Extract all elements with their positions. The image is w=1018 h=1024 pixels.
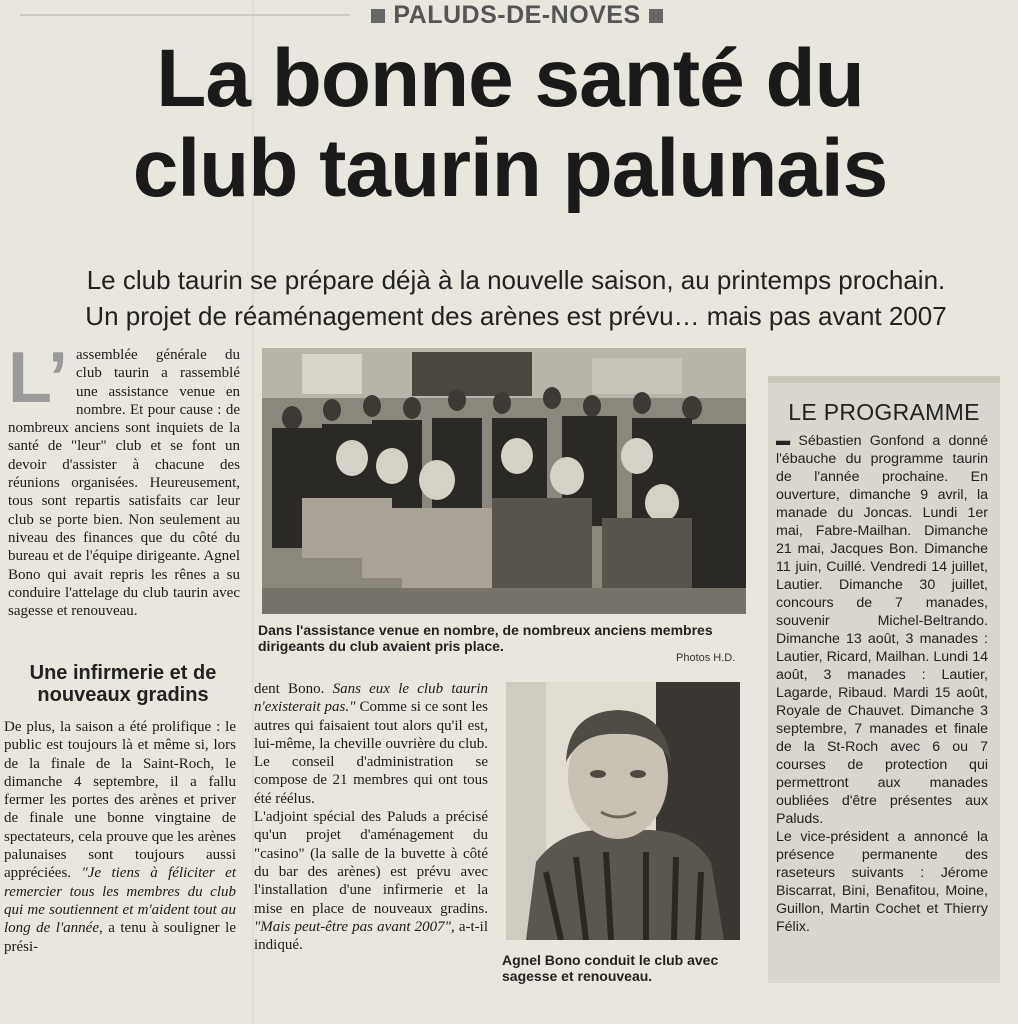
article-paragraph-1: assemblée générale du club taurin a rassemblé une assistance venue en nombre. Et pour cause : de nombreux anciens sont inquiets de la santé de "leur" club et se font un devoir d'assister à chacune des réunions organisées. Heureusement, tous sont repartis satisfaits car leur club se porte bien. Non seulement au niveau des finances que du côté du bureau et de l'équipe dirigeante. Agnel Bono qui avait repris les rênes a su conduire l'attelage du club taurin avec sagesse et renouveau. <box>8 347 240 620</box>
photo-audience-caption: Dans l'assistance venue en nombre, de nombreux anciens membres dirigeants du club avaient pris place. <box>258 622 713 654</box>
sidebar-text <box>768 432 1000 936</box>
article-paragraph-3 <box>254 680 488 808</box>
headline-line-2: club taurin palunais <box>132 123 888 214</box>
article-column-1 <box>8 338 240 620</box>
photo-portrait <box>506 682 740 940</box>
quote-text: Sans eux le club taurin n'existerait pas." <box>254 681 488 716</box>
headline <box>20 34 1000 214</box>
adjacent-article-bleed <box>20 4 350 28</box>
article-subheading: Une infirmerie et de nouveaux gradins <box>29 662 217 706</box>
paragraph-text: , a-t-il indiqué. <box>254 918 488 954</box>
photo-audience <box>262 348 746 614</box>
photo-credit: Photos H.D. <box>676 652 736 664</box>
square-bullet-icon <box>371 9 385 23</box>
sidebar-programme <box>768 376 1000 983</box>
sidebar-paragraph-1 <box>776 432 988 828</box>
kicker-text: PALUDS-DE-NOVES <box>393 1 641 29</box>
article-column-2 <box>254 680 488 954</box>
quote-text: "Je tiens à féliciter et remercier tous les membres du club qui me soutiennent et m'aident tout au long de l'année <box>4 865 236 937</box>
dash-bullet-icon: ▬ <box>776 433 799 449</box>
paragraph-text: dent Bono. <box>254 681 333 697</box>
sidebar-paragraph-2: Le vice-président a annoncé la présence permanente des raseteurs suivants : Jérome Biscarrat, Bini, Benafitou, Moine, Guillon, Martin Cochet et Thierry Félix. <box>776 829 988 935</box>
square-bullet-icon <box>649 9 663 23</box>
paragraph-text: , a tenu à souligner le prési- <box>4 920 236 955</box>
section-kicker <box>362 0 672 32</box>
article-column-1b <box>4 718 236 956</box>
paragraph-text: De plus, la saison a été prolifique : le public est toujours là et même si, lors de la finale de la Saint-Roch, le dimanche 4 septembre, il a fallu fermer les portes des arènes et priver de finale une bonne vingtaine de spectateurs, cela prouve que les arènes palunaises sont toujours aussi appréciées. <box>4 719 236 882</box>
paragraph-text: L'adjoint spécial des Paluds a précisé qu'un projet d'aménagement du "casino" (la salle de la buvette à côté du bar des arènes) est prévu avec l'installation d'une infirmerie et la mise en place de nouveaux gradins. <box>254 809 488 917</box>
drop-cap: L’ <box>8 338 69 418</box>
standfirst-line-2: Un projet de réaménagement des arènes est prévu… mais pas avant 2007 <box>85 301 947 331</box>
article-paragraph-4 <box>254 808 488 954</box>
paragraph-text: Sébastien Gonfond a donné l'ébauche du programme taurin de l'année prochaine. En ouverture, dimanche 9 avril, la manade du Joncas. Lundi 1er mai, Fabre-Mailhan. Dimanche 21 mai, Jacques Bon. Dimanche 11 juin, Cuillé. Vendredi 14 juillet, Lautier. Dimanche 30 juillet, concours de 7 manades, souvenir Michel-Beltrando. Dimanche 13 août, 3 manades : Lautier, Ricard, Mailhan. Lundi 14 août, 3 manades : Lautier, Lagarde, Ribaud. Mardi 15 août, Royale de Chauvet. Dimanche 3 septembre, 7 manades et finale de la St-Roch avec 6 ou 7 courses de protection qui permettront aux manades oubliées d'être présentes aux Paluds. <box>776 433 988 827</box>
paragraph-text: Comme si ce sont les autres qui faisaient tout alors qu'il est, lui-même, la cheville ouvrière du club. Le conseil d'administration se compose de 21 membres qui ont tous été réélus. <box>254 699 488 807</box>
photo-portrait-caption: Agnel Bono conduit le club avec sagesse et renouveau. <box>502 952 719 984</box>
sidebar-title: LE PROGRAMME <box>788 399 980 425</box>
audience-photo-image <box>262 348 746 614</box>
quote-text: "Mais peut-être pas avant 2007" <box>254 918 451 935</box>
standfirst-line-1: Le club taurin se prépare déjà à la nouvelle saison, au printemps prochain. <box>86 265 946 295</box>
article-paragraph-2 <box>4 718 236 956</box>
article-standfirst <box>46 262 986 334</box>
headline-line-1: La bonne santé du <box>156 33 864 124</box>
portrait-photo-image <box>506 682 740 940</box>
